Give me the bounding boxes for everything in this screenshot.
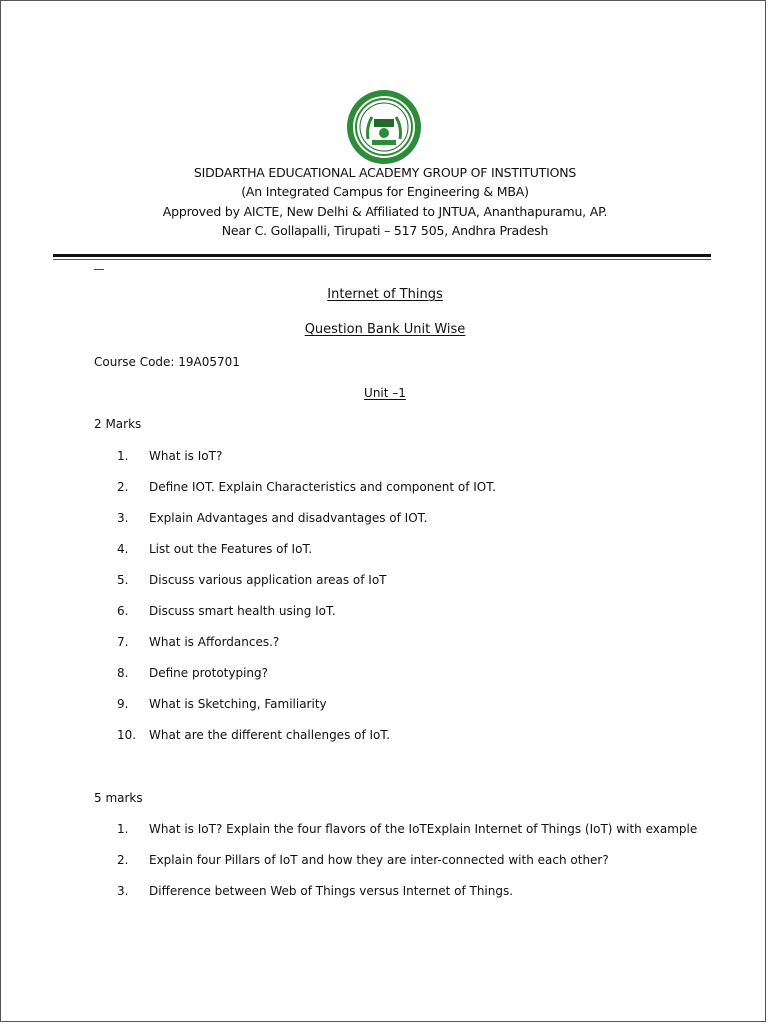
- question-number: 1.: [117, 449, 129, 463]
- question-text: Discuss smart health using IoT.: [149, 604, 336, 618]
- question-text: What is IoT? Explain the four flavors of the IoTExplain Internet of Things (IoT) with example: [149, 822, 698, 836]
- question-text: What is Sketching, Familiarity: [149, 697, 327, 711]
- question-number: 2.: [117, 480, 129, 494]
- margin-mark: [94, 269, 104, 270]
- section-label-5-marks: 5 marks: [94, 791, 143, 805]
- course-code: Course Code: 19A05701: [94, 355, 240, 369]
- question-number: 6.: [117, 604, 129, 618]
- question-number: 8.: [117, 666, 129, 680]
- question-text: Define IOT. Explain Characteristics and component of IOT.: [149, 480, 496, 494]
- section-label-2-marks: 2 Marks: [94, 417, 142, 431]
- campus-line: (An Integrated Campus for Engineering & MBA): [241, 184, 529, 199]
- question-text: Discuss various application areas of IoT: [149, 573, 387, 587]
- unit-heading: Unit –1: [364, 386, 406, 400]
- subject-title: Internet of Things: [327, 287, 443, 302]
- question-number: 5.: [117, 573, 129, 587]
- question-number: 1.: [117, 822, 129, 836]
- question-number: 3.: [117, 884, 129, 898]
- question-text: Explain four Pillars of IoT and how they are inter-connected with each other?: [149, 853, 609, 867]
- question-number: 4.: [117, 542, 129, 556]
- question-text: What is Affordances.?: [149, 635, 280, 649]
- college-seal-logo: [346, 89, 422, 165]
- institution-name: SIDDARTHA EDUCATIONAL ACADEMY GROUP OF INSTITUTIONS: [193, 165, 577, 180]
- address-line: Near C. Gollapalli, Tirupati – 517 505, Andhra Pradesh: [221, 223, 549, 238]
- question-text: What is IoT?: [149, 449, 223, 463]
- approval-line: Approved by AICTE, New Delhi & Affiliated to JNTUA, Ananthapuramu, AP.: [162, 204, 608, 219]
- question-text: Define prototyping?: [149, 666, 269, 680]
- header-rule-thin: [53, 259, 711, 260]
- question-bank-title: Question Bank Unit Wise: [304, 322, 466, 337]
- question-text: Explain Advantages and disadvantages of IOT.: [149, 511, 428, 525]
- question-number: 2.: [117, 853, 129, 867]
- header-rule-thick: [53, 254, 711, 257]
- question-text: List out the Features of IoT.: [149, 542, 313, 556]
- question-number: 3.: [117, 511, 129, 525]
- question-number: 7.: [117, 635, 129, 649]
- question-number: 9.: [117, 697, 129, 711]
- question-number: 10.: [117, 728, 137, 742]
- question-text: Difference between Web of Things versus Internet of Things.: [149, 884, 514, 898]
- question-text: What are the different challenges of IoT.: [149, 728, 391, 742]
